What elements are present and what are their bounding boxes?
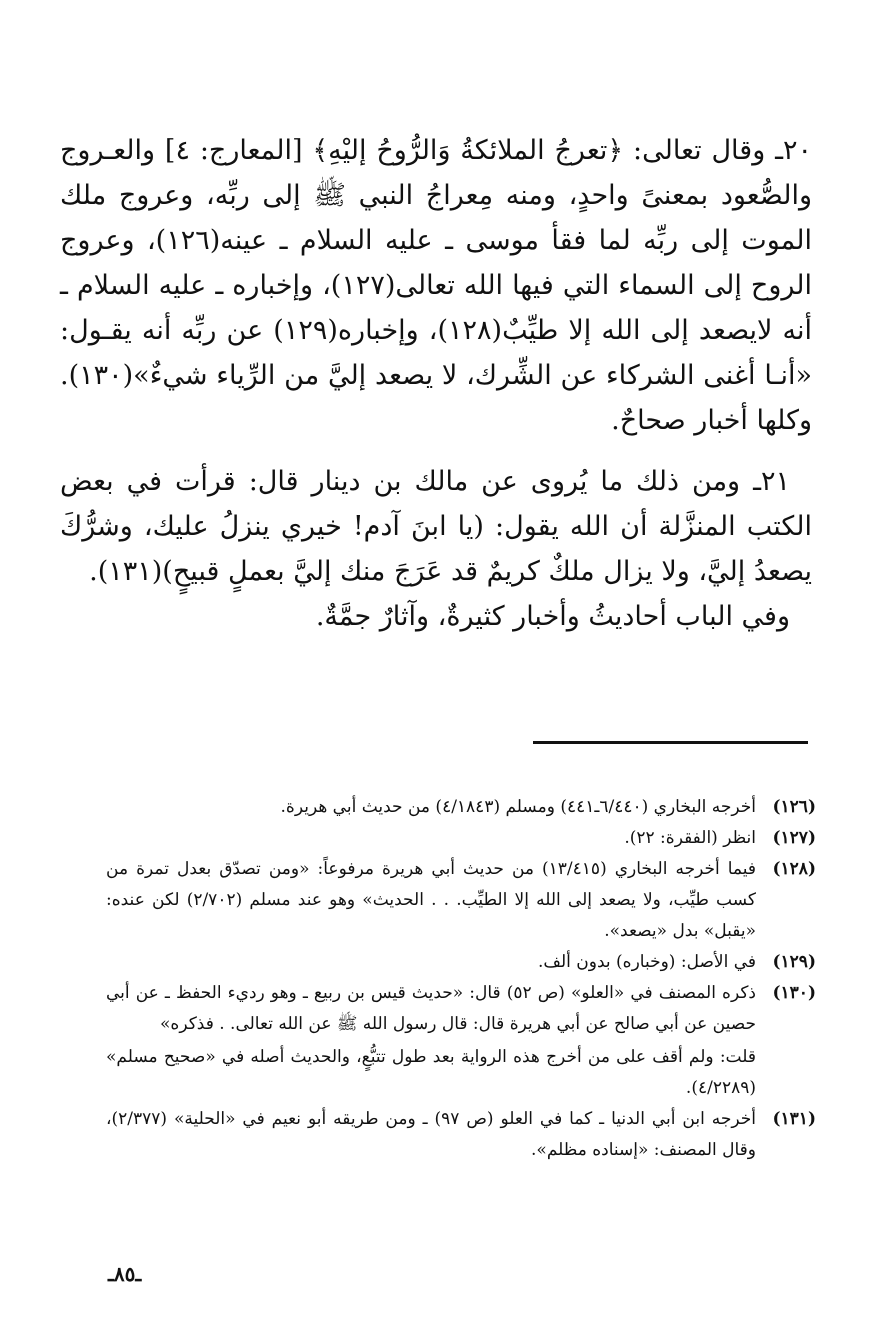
- footnote-text: ذكره المصنف في «العلو» (ص ٥٢) قال: «حديث قيس بن ربيع ـ وهو رديء الحفظ ـ عن أبي حصين عن أبي صالح عن أبي هريرة قال: قال رسول الله ﷺ عن الله تعالى. . فذكره»: [106, 983, 756, 1034]
- paragraph-21: [60, 459, 812, 594]
- paragraph-20-verse-line: ٢٠ـ وقال تعالى: ﴿تعرجُ الملائكةُ وَالرُّوحُ إليْهِ﴾ [المعارج: ٤]: [164, 135, 812, 166]
- footnote-number: (١٢٨): [772, 859, 816, 879]
- footnote-131: [106, 1104, 816, 1166]
- footnote-text: في الأصل: (وخباره) بدون ألف.: [537, 952, 756, 972]
- page-number: ـ٨٥ـ: [108, 1262, 142, 1286]
- footnote-127: [106, 823, 816, 854]
- footnote-divider: [533, 741, 808, 744]
- footnote-text: فيما أخرجه البخاري (١٣/٤١٥) من حديث أبي هريرة مرفوعاً: «ومن تصدّق بعدل تمرة من كسب طيِّب، ولا يصعد إلى الله إلا الطيِّب. . . الحديث» وهو عند مسلم (٢/٧٠٢) لكن عنده: «يقبل» بدل «يصعد».: [106, 859, 756, 941]
- footnote-129: [106, 947, 816, 978]
- footnote-note: قلت: ولم أقف على من أخرج هذه الرواية بعد طول تتبُّعٍ، والحديث أصله في «صحيح مسلم» (٤/٢٢٨٩).: [106, 1047, 756, 1098]
- footnote-128: [106, 854, 816, 947]
- footnote-number: (١٢٧): [772, 828, 816, 848]
- footnote-number: (١٢٩): [772, 952, 816, 972]
- footnote-number: (١٣٠): [772, 983, 816, 1003]
- paragraph-20-body: والعـروج والصُّعود بمعنىً واحدٍ، ومنه مِعراجُ النبي ﷺ إلى ربِّه، وعروج ملك الموت إلى ربِّه لما فقأ موسى ـ عليه السلام ـ عينه(١٢٦)، وعروج الروح إلى السماء التي فيها الله تعالى(١٢٧)، وإخباره ـ عليه السلام ـ أنه لايصعد إلى الله إلا طيِّبٌ(١٢٨)، وإخباره(١٢٩) عن ربِّه أنه يقـول: «أنـا أغنى الشركاء عن الشِّرك، لا يصعد إليَّ من الرِّياء شيءٌ»(١٣٠). وكلها أخبار صحاحٌ.: [60, 135, 812, 436]
- footnote-126: [106, 792, 816, 823]
- paragraph-closing: [60, 594, 812, 639]
- paragraph-closing-body: وفي الباب أحاديثُ وأخبار كثيرةٌ، وآثارٌ جمَّةٌ.: [315, 601, 790, 632]
- footnote-130: [106, 978, 816, 1104]
- paragraph-21-body: ٢١ـ ومن ذلك ما يُروى عن مالك بن دينار قال: قرأت في بعض الكتب المنزَّلة أن الله يقول: (يا ابنَ آدم! خيري ينزلُ عليك، وشرُّكَ يصعدُ إليَّ، ولا يزال ملكٌ كريمٌ قد عَرَجَ منك إليَّ بعملٍ قبيحٍ)(١٣١).: [60, 466, 812, 587]
- footnote-text: أخرجه ابن أبي الدنيا ـ كما في العلو (ص ٩٧) ـ ومن طريقه أبو نعيم في «الحلية» (٢/٣٧٧)، وقال المصنف: «إسناده مظلم».: [106, 1109, 756, 1160]
- paragraph-20: [60, 128, 812, 443]
- main-text: [60, 128, 812, 639]
- footnote-number: (١٢٦): [772, 797, 816, 817]
- footnote-text: انظر (الفقرة: ٢٢).: [624, 828, 756, 848]
- footnotes: [106, 792, 816, 1166]
- footnote-number: (١٣١): [772, 1109, 816, 1129]
- footnote-text: أخرجه البخاري (٦/٤٤٠ـ٤٤١) ومسلم (٤/١٨٤٣) من حديث أبي هريرة.: [280, 797, 756, 817]
